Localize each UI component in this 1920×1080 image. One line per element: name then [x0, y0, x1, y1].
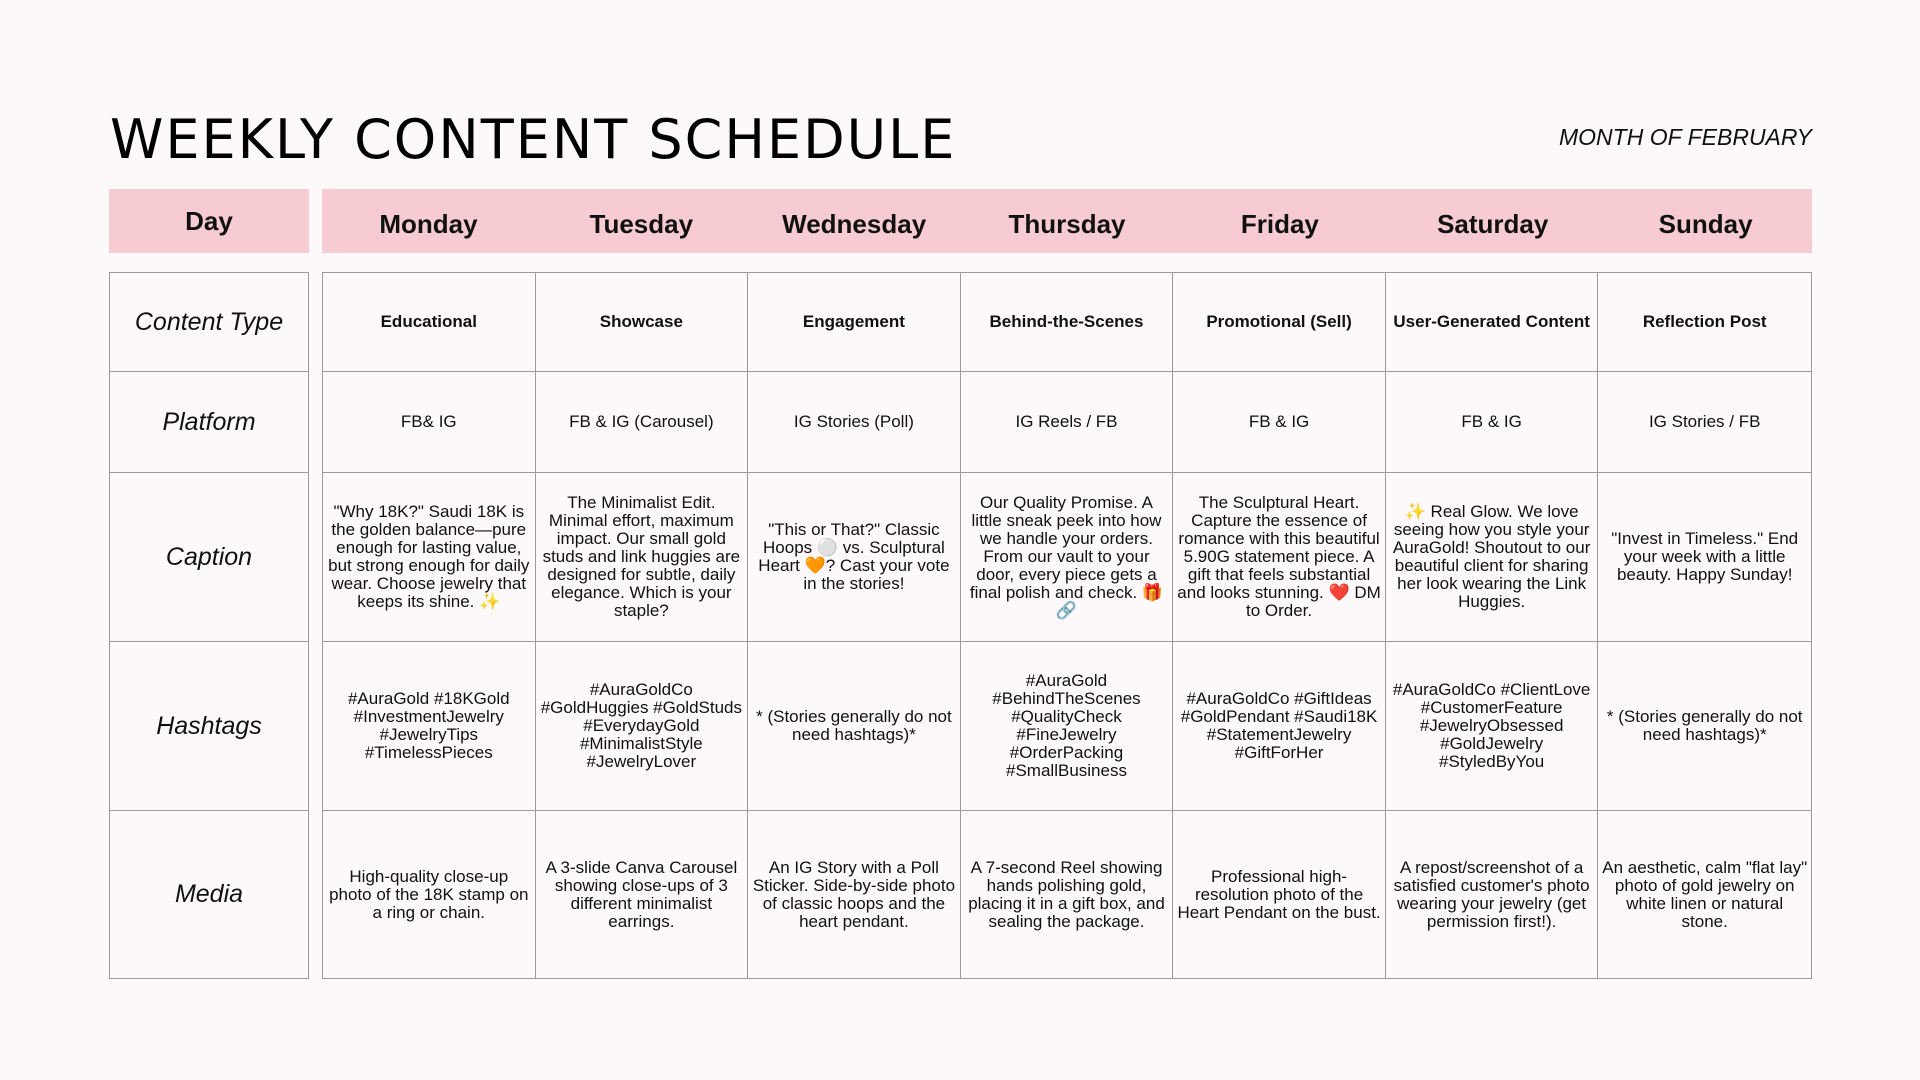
day-header-monday: Monday	[379, 208, 478, 239]
caption-cell: "This or That?" Classic Hoops ⚪ vs. Sculptural Heart 🧡? Cast your vote in the stories!	[748, 473, 961, 642]
caption-cell: "Why 18K?" Saudi 18K is the golden balance—pure enough for lasting value, but strong enough for daily wear. Choose jewelry that keeps its shine. ✨	[323, 473, 536, 642]
hashtags-cell: #AuraGold #18KGold #InvestmentJewelry #JewelryTips #TimelessPieces	[323, 642, 536, 811]
day-header-tuesday: Tuesday	[589, 208, 694, 239]
media-cell: Professional high-resolution photo of the Heart Pendant on the bust.	[1173, 811, 1386, 978]
content-type-cell: Behind-the-Scenes	[961, 273, 1174, 372]
media-cell: A 7-second Reel showing hands polishing gold, placing it in a gift box, and sealing the package.	[961, 811, 1174, 978]
content-type-cell: Reflection Post	[1598, 273, 1811, 372]
content-type-cell: Engagement	[748, 273, 961, 372]
media-cell: An IG Story with a Poll Sticker. Side-by-side photo of classic hoops and the heart pendant.	[748, 811, 961, 978]
caption-cell: Our Quality Promise. A little sneak peek into how we handle your orders. From our vault to your door, every piece gets a final polish and check. 🎁🔗	[961, 473, 1174, 642]
platform-cell: IG Reels / FB	[961, 372, 1174, 473]
content-type-cell: Promotional (Sell)	[1173, 273, 1386, 372]
platform-cell: FB & IG	[1386, 372, 1599, 473]
row-labels-column	[109, 272, 309, 979]
caption-cell: The Minimalist Edit. Minimal effort, maximum impact. Our small gold studs and link huggies are designed for subtle, daily elegance. Which is your staple?	[536, 473, 749, 642]
caption-cell: ✨ Real Glow. We love seeing how you style your AuraGold! Shoutout to our beautiful client for sharing her look wearing the Link Huggies.	[1386, 473, 1599, 642]
page-title: WEEKLY CONTENT SCHEDULE	[110, 108, 957, 171]
platform-cell: FB & IG (Carousel)	[536, 372, 749, 473]
platform-cell: FB& IG	[323, 372, 536, 473]
caption-cell: "Invest in Timeless." End your week with a little beauty. Happy Sunday!	[1598, 473, 1811, 642]
content-type-cell: Educational	[323, 273, 536, 372]
day-header-thursday: Thursday	[1008, 208, 1126, 239]
row-label-media: Media	[174, 880, 244, 908]
content-type-cell: User-Generated Content	[1386, 273, 1599, 372]
hashtags-cell: #AuraGoldCo #ClientLove #CustomerFeature #JewelryObsessed #GoldJewelry #StyledByYou	[1386, 642, 1599, 811]
media-cell: An aesthetic, calm "flat lay" photo of gold jewelry on white linen or natural stone.	[1602, 857, 1808, 931]
hashtags-cell: * (Stories generally do not need hashtags)*	[1598, 642, 1811, 811]
media-cell: A 3-slide Canva Carousel showing close-ups of 3 different minimalist earrings.	[536, 811, 749, 978]
platform-cell: FB & IG	[1173, 372, 1386, 473]
content-type-cell: Showcase	[536, 273, 749, 372]
day-header-saturday: Saturday	[1437, 208, 1549, 239]
row-label-caption: Caption	[110, 473, 308, 642]
platform-cell: IG Stories / FB	[1598, 372, 1811, 473]
caption-cell: The Sculptural Heart. Capture the essence of romance with this beautiful 5.90G statement piece. A gift that feels substantial and looks stunning. ❤️ DM to Order.	[1173, 473, 1386, 642]
day-column-header: Day	[109, 189, 309, 253]
platform-cell: IG Stories (Poll)	[748, 372, 961, 473]
media-cell: A repost/screenshot of a satisfied customer's photo wearing your jewelry (get permission first!).	[1386, 811, 1599, 978]
day-header-friday: Friday	[1240, 208, 1319, 239]
month-subtitle: MONTH OF FEBRUARY	[1558, 124, 1812, 150]
day-header-sunday: Sunday	[1658, 208, 1753, 239]
media-cell: High-quality close-up photo of the 18K stamp on a ring or chain.	[323, 811, 536, 978]
hashtags-cell: #AuraGold #BehindTheScenes #QualityCheck #FineJewelry #OrderPacking #SmallBusiness	[961, 642, 1174, 811]
hashtags-cell: #AuraGoldCo #GiftIdeas #GoldPendant #Saudi18K #StatementJewelry #GiftForHer	[1173, 642, 1386, 811]
days-header-row	[322, 189, 1812, 253]
schedule-table	[322, 272, 1812, 979]
hashtags-cell: #AuraGoldCo #GoldHuggies #GoldStuds #EverydayGold #MinimalistStyle #JewelryLover	[536, 642, 749, 811]
day-header-wednesday: Wednesday	[782, 208, 927, 239]
hashtags-cell: * (Stories generally do not need hashtags)*	[748, 642, 961, 811]
row-label-content-type: Content Type	[110, 273, 308, 372]
row-label-hashtags: Hashtags	[110, 642, 308, 811]
row-label-platform: Platform	[110, 372, 308, 473]
